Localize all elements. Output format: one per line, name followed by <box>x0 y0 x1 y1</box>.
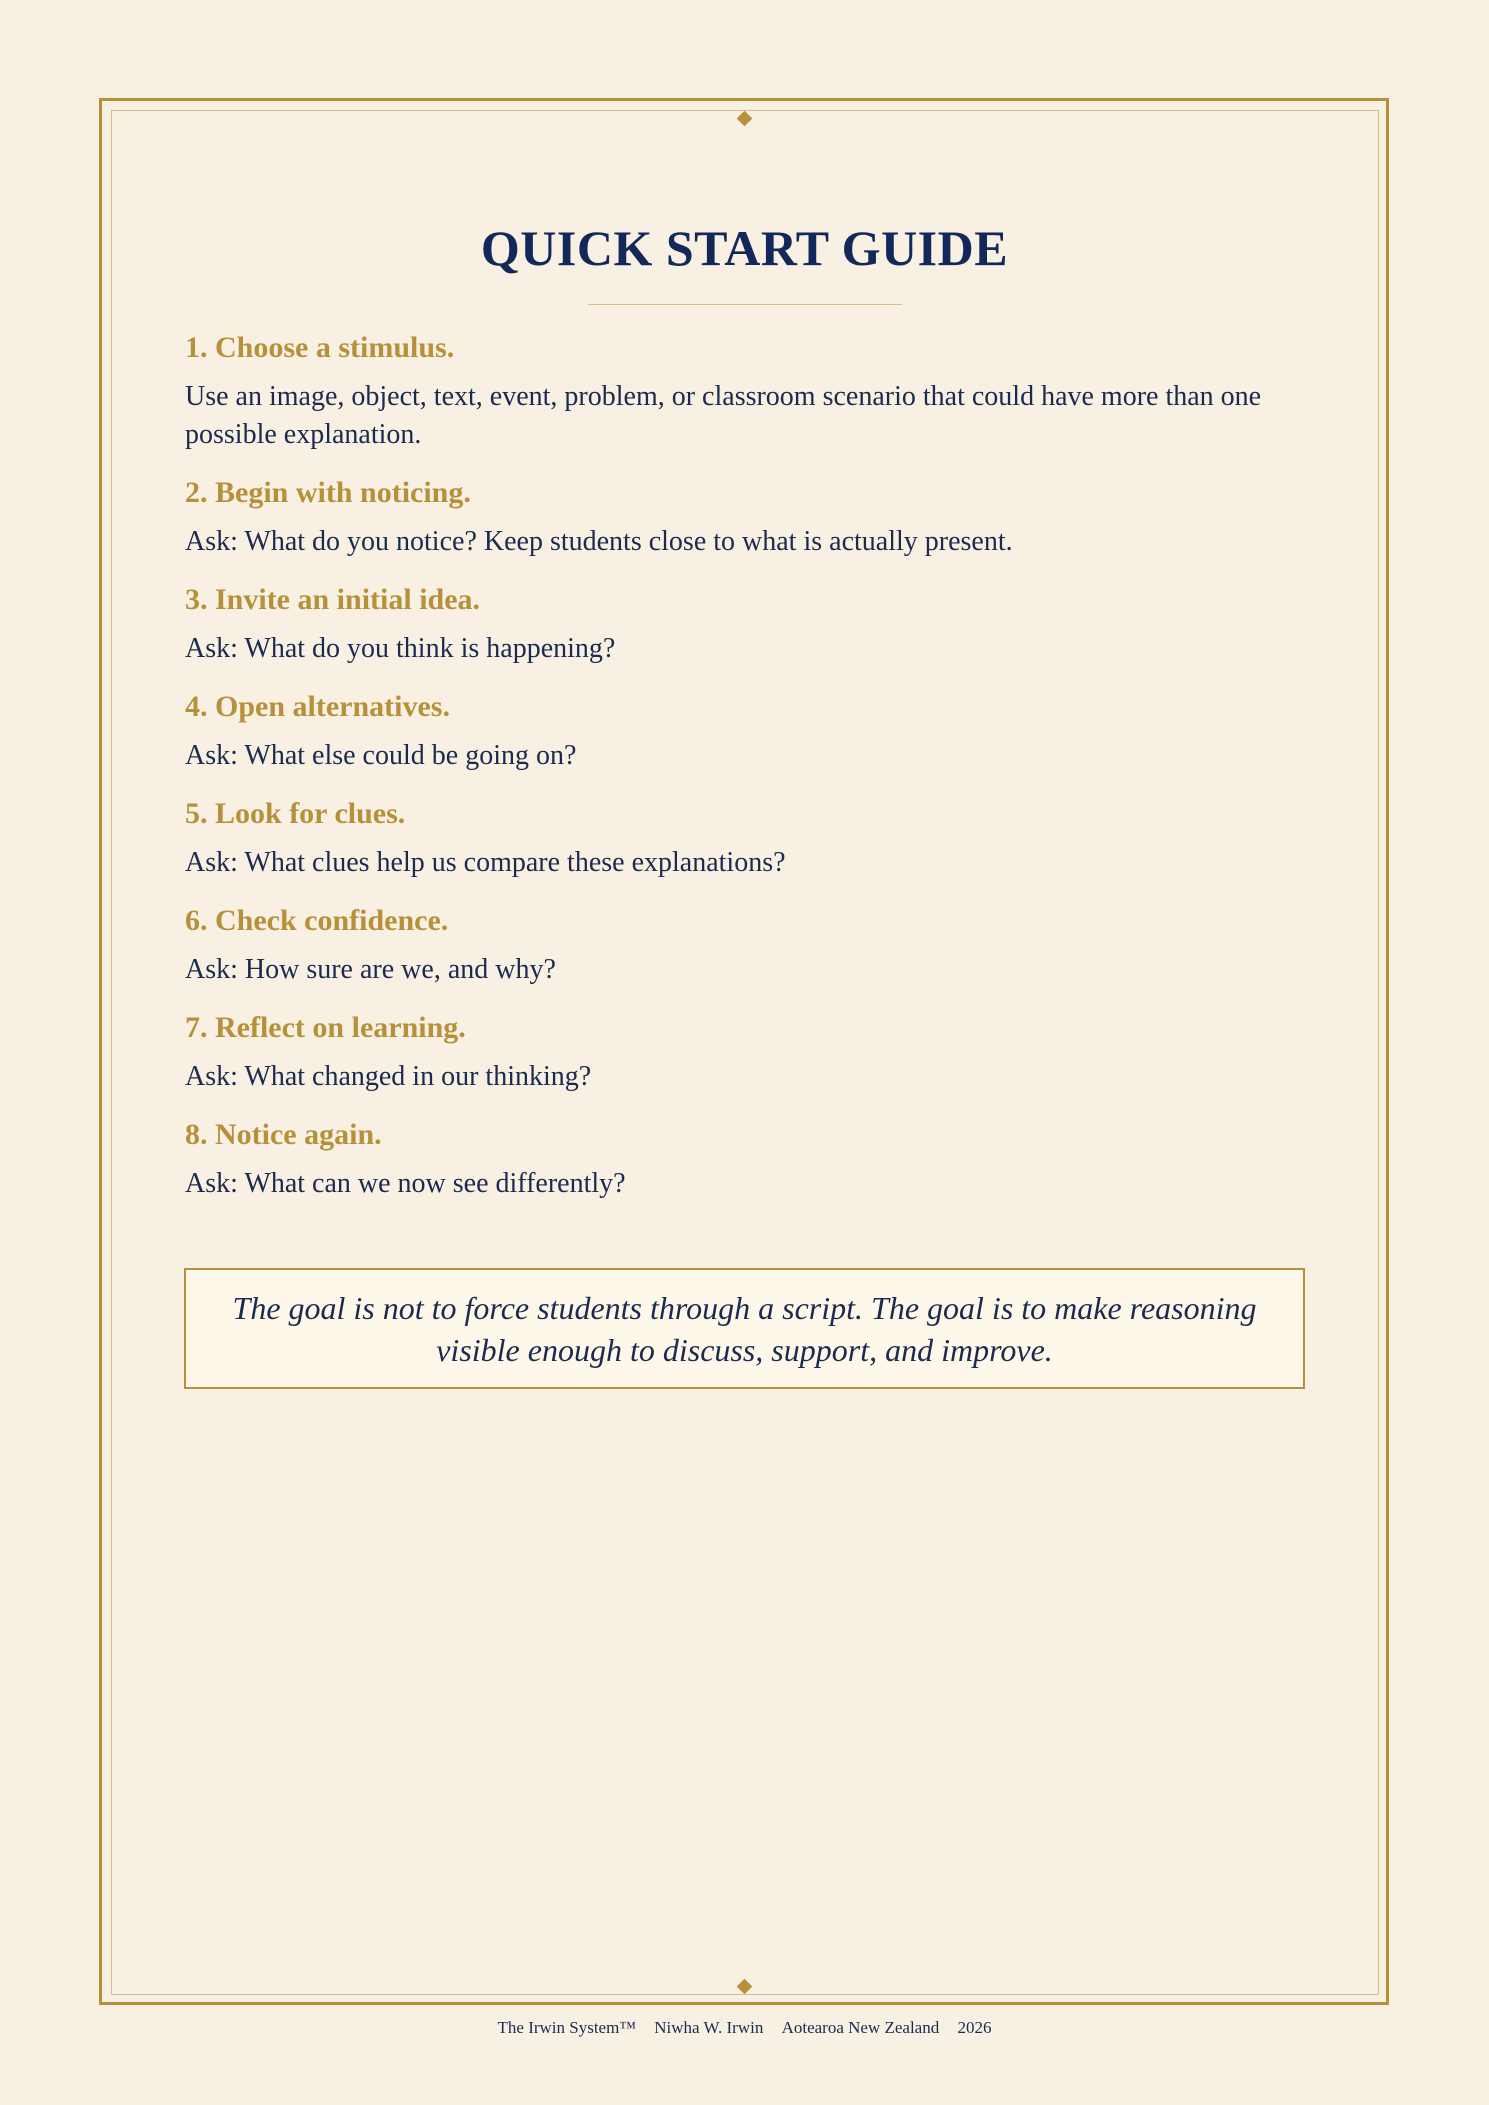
footer-location: Aotearoa New Zealand <box>781 2018 940 2037</box>
step-8 <box>185 1113 1305 1203</box>
step-heading: 7. Reflect on learning. <box>185 1011 466 1044</box>
step-heading: 5. Look for clues. <box>185 797 406 830</box>
step-heading: 6. Check confidence. <box>185 904 449 937</box>
step-3 <box>185 578 1305 668</box>
step-text: Use an image, object, text, event, problem, or classroom scenario that could have more than one possible explanation. <box>185 381 1262 450</box>
step-heading: 1. Choose a stimulus. <box>185 331 455 364</box>
step-1 <box>185 326 1305 454</box>
step-4 <box>185 685 1305 775</box>
goal-quote: The goal is not to force students through a script. The goal is to make reasoning visible enough to discuss, support, and improve. <box>232 1289 1257 1368</box>
steps-list <box>185 326 1305 1220</box>
footer-brand: The Irwin System™ <box>497 2018 636 2037</box>
step-text: Ask: What changed in our thinking? <box>185 1061 592 1092</box>
page-title: QUICK START GUIDE <box>480 220 1009 276</box>
page-footer <box>0 2016 1489 2040</box>
step-text: Ask: How sure are we, and why? <box>185 954 556 985</box>
step-heading: 8. Notice again. <box>185 1118 382 1151</box>
title-divider <box>588 304 902 305</box>
step-heading: 2. Begin with noticing. <box>185 476 471 509</box>
step-text: Ask: What can we now see differently? <box>185 1168 626 1199</box>
step-heading: 3. Invite an initial idea. <box>185 583 481 616</box>
step-text: Ask: What clues help us compare these explanations? <box>185 847 786 878</box>
step-6 <box>185 899 1305 989</box>
step-2 <box>185 471 1305 561</box>
step-heading: 4. Open alternatives. <box>185 690 450 723</box>
step-5 <box>185 792 1305 882</box>
step-text: Ask: What do you think is happening? <box>185 633 616 664</box>
footer-author: Niwha W. Irwin <box>654 2018 764 2037</box>
footer-year: 2026 <box>957 2018 992 2037</box>
step-text: Ask: What else could be going on? <box>185 740 577 771</box>
step-text: Ask: What do you notice? Keep students close to what is actually present. <box>185 526 1013 557</box>
step-7 <box>185 1006 1305 1096</box>
goal-callout <box>184 1268 1305 1389</box>
